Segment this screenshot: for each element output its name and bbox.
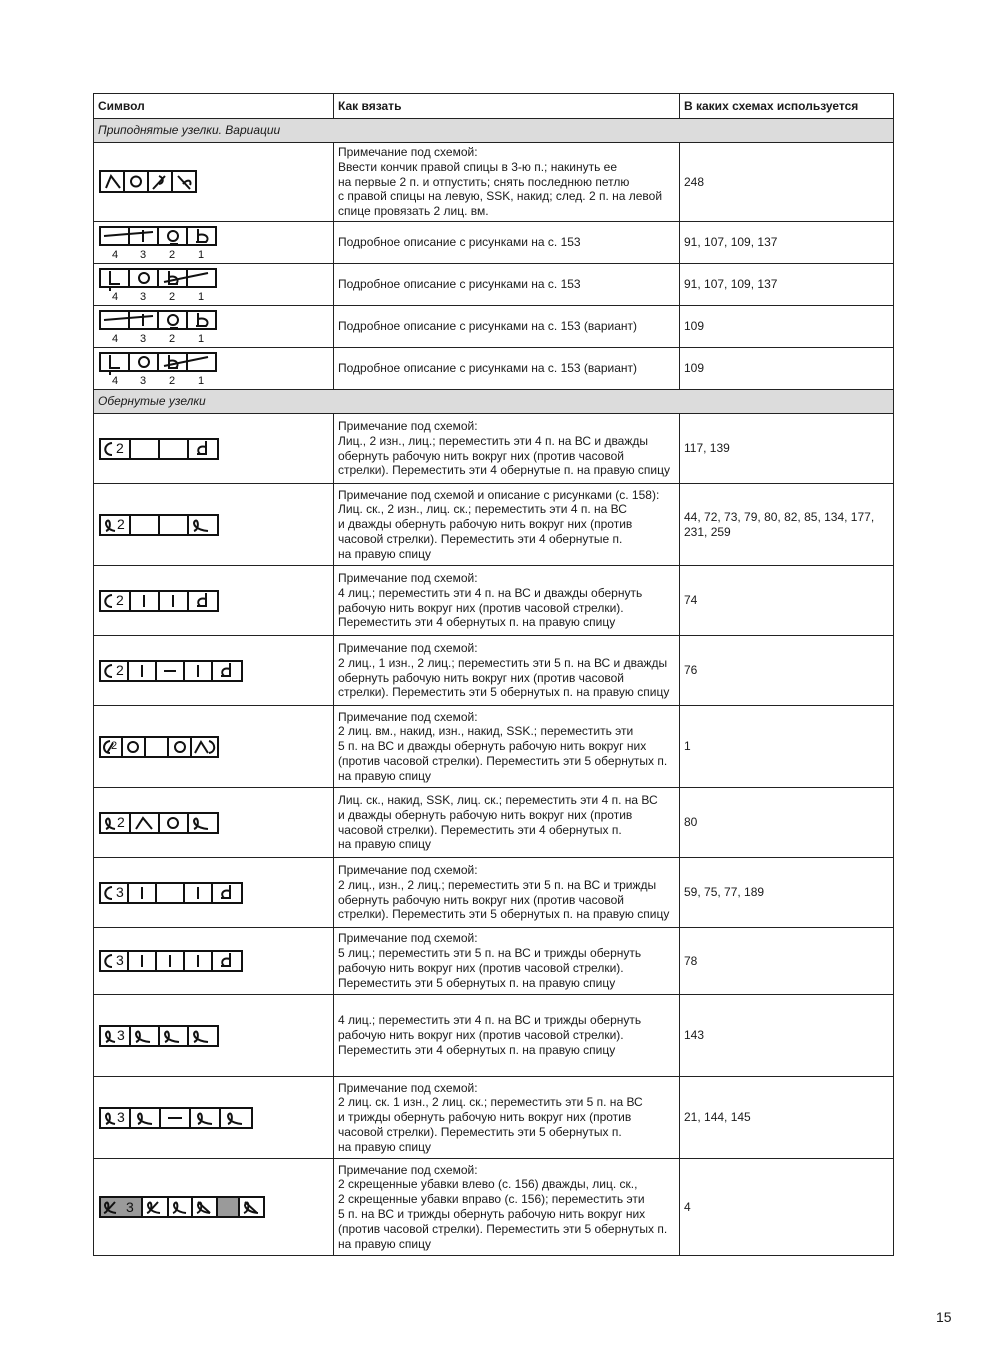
table-row — [94, 348, 894, 390]
row-description: Примечание под схемой: 2 лиц. вм., накид, изн., накид, SSK.; переместить эти 5 п. на ВС и дважды обернуть рабочую нить вокруг них (против часовой стрелки). Переместить эти 5 обернутых п. на правую спицу — [334, 706, 680, 788]
row-used-in: 59, 75, 77, 189 — [680, 858, 894, 928]
wrap-count: 3 — [117, 1026, 125, 1043]
row-used-in: 76 — [680, 636, 894, 706]
stitch-number: 4 — [112, 374, 119, 387]
row-used-in: 248 — [680, 143, 894, 222]
chart-symbol — [94, 928, 334, 995]
row-used-in: 80 — [680, 788, 894, 858]
page-number: 15 — [936, 1309, 952, 1325]
table-row — [94, 858, 894, 928]
table-row — [94, 928, 894, 995]
row-description: Подробное описание с рисунками на с. 153 — [334, 264, 680, 306]
table-row — [94, 264, 894, 306]
knot-symbol-icon — [98, 267, 220, 303]
row-used-in: 74 — [680, 566, 894, 636]
wrapped-knot-symbol-icon — [98, 948, 246, 974]
row-used-in: 1 — [680, 706, 894, 788]
table-row — [94, 706, 894, 788]
chart-symbol — [94, 566, 334, 636]
wrapped-knot-symbol-icon — [98, 588, 222, 614]
row-description: Примечание под схемой: 5 лиц.; переместить эти 5 п. на ВС и трижды обернуть рабочую нить вокруг них (против часовой стрелки). Переместить эти 5 обернутых п. на правую спицу — [334, 928, 680, 995]
section-title: Обернутые узелки — [94, 390, 894, 414]
section-row — [94, 390, 894, 414]
row-description: Лиц. ск., накид, SSK, лиц. ск.; переместить эти 4 п. на ВС и дважды обернуть рабочую нить вокруг них (против часовой стрелки). Переместить эти 4 обернутых п. на правую спицу — [334, 788, 680, 858]
chart-symbol — [94, 636, 334, 706]
row-used-in: 91, 107, 109, 137 — [680, 264, 894, 306]
row-description: Примечание под схемой: 2 лиц., 1 изн., 2 лиц.; переместить эти 5 п. на ВС и дважды обернуть рабочую нить вокруг них (против часовой стрелки). Переместить эти 5 обернутых п. на правую спицу — [334, 636, 680, 706]
stitch-number: 1 — [198, 290, 205, 303]
stitch-number: 2 — [169, 332, 176, 345]
table-row — [94, 1159, 894, 1256]
header-used-in: В каких схемах используется — [680, 94, 894, 119]
wrapped-knot-symbol-icon — [98, 1105, 256, 1131]
wrap-count: 2 — [117, 515, 125, 532]
stitch-number: 4 — [112, 290, 119, 303]
wrap-count: 3 — [116, 883, 124, 900]
knot-symbol-icon — [98, 351, 220, 387]
row-used-in: 109 — [680, 348, 894, 390]
row-used-in: 78 — [680, 928, 894, 995]
table-row — [94, 566, 894, 636]
row-description: Подробное описание с рисунками на с. 153 (вариант) — [334, 306, 680, 348]
row-used-in: 44, 72, 73, 79, 80, 82, 85, 134, 177, 231, 259 — [680, 484, 894, 566]
table-row — [94, 414, 894, 484]
wrap-count: 3 — [126, 1199, 134, 1215]
chart-symbol — [94, 306, 334, 348]
stitch-number: 4 — [112, 332, 119, 345]
table-row — [94, 636, 894, 706]
stitch-number: 3 — [140, 374, 147, 387]
symbol-table — [93, 93, 894, 1256]
row-description: 4 лиц.; переместить эти 4 п. на ВС и трижды обернуть рабочую нить вокруг них (против часовой стрелки). Переместить эти 4 обернутых п. на правую спицу — [334, 995, 680, 1077]
wrap-count: 2 — [116, 661, 124, 678]
section-title: Приподнятые узелки. Вариации — [94, 119, 894, 143]
wrap-count: 2 — [117, 813, 125, 830]
row-used-in: 109 — [680, 306, 894, 348]
wrapped-knot-symbol-icon — [98, 810, 222, 836]
table-row — [94, 306, 894, 348]
header-how-to-knit: Как вязать — [334, 94, 680, 119]
stitch-number: 1 — [198, 332, 205, 345]
table-row — [94, 143, 894, 222]
knot-symbol-icon — [98, 225, 220, 261]
wrap-count: 2 — [116, 439, 124, 456]
wrap-count: 3 — [117, 1108, 125, 1125]
stitch-number: 3 — [140, 290, 147, 303]
table-row — [94, 222, 894, 264]
stitch-number: 4 — [112, 248, 119, 261]
row-description: Подробное описание с рисунками на с. 153 (вариант) — [334, 348, 680, 390]
chart-symbol — [94, 706, 334, 788]
stitch-number: 3 — [140, 248, 147, 261]
section-row — [94, 119, 894, 143]
row-description: Примечание под схемой: 2 лиц., изн., 2 лиц.; переместить эти 5 п. на ВС и трижды обернуть рабочую нить вокруг них (против часовой стрелки). Переместить эти 5 обернутых п. на правую спицу — [334, 858, 680, 928]
table-row — [94, 1077, 894, 1159]
header-symbol: Символ — [94, 94, 334, 119]
stitch-number: 2 — [169, 248, 176, 261]
chart-symbol — [94, 264, 334, 306]
row-description: Примечание под схемой: 2 скрещенные убавки влево (с. 156) дважды, лиц. ск., 2 скрещенные убавки вправо (с. 156); переместить эти 5 п. на ВС и трижды обернуть рабочую нить вокруг них (против часовой стрелки). Переместить эти 5 обернутых п. на правую спицу — [334, 1159, 680, 1256]
row-used-in: 91, 107, 109, 137 — [680, 222, 894, 264]
stitch-number: 2 — [169, 290, 176, 303]
stitch-number: 1 — [198, 374, 205, 387]
wrapped-knot-symbol-icon — [98, 734, 222, 760]
stitch-number: 3 — [140, 332, 147, 345]
wrapped-knot-symbol-icon — [98, 436, 222, 462]
wrapped-knot-symbol-icon — [98, 512, 222, 538]
row-used-in: 117, 139 — [680, 414, 894, 484]
row-used-in: 4 — [680, 1159, 894, 1256]
chart-symbol — [94, 348, 334, 390]
chart-symbol — [94, 1159, 334, 1256]
table-row — [94, 484, 894, 566]
chart-symbol — [94, 484, 334, 566]
wrapped-knot-symbol-icon — [98, 1023, 222, 1049]
knot-symbol-icon — [98, 309, 220, 345]
row-description: Примечание под схемой: 4 лиц.; переместить эти 4 п. на ВС и дважды обернуть рабочую нить вокруг них (против часовой стрелки). Переместить эти 4 обернутых п. на правую спицу — [334, 566, 680, 636]
wrapped-knot-symbol-icon — [98, 1194, 266, 1220]
wrapped-knot-symbol-icon — [98, 880, 246, 906]
chart-symbol — [94, 858, 334, 928]
chart-symbol — [94, 143, 334, 222]
row-used-in: 143 — [680, 995, 894, 1077]
table-header — [94, 94, 894, 119]
knot-symbol-icon — [98, 167, 198, 197]
row-description: Примечание под схемой и описание с рисунками (с. 158): Лиц. ск., 2 изн., лиц. ск.; переместить эти 4 п. на ВС и дважды обернуть рабочую нить вокруг них (против часовой стрелки). Переместить эти 4 обернутые п. на правую спицу — [334, 484, 680, 566]
wrap-count: 2 — [116, 591, 124, 608]
wrap-count: 2 — [111, 739, 118, 752]
row-description: Примечание под схемой: Ввести кончик правой спицы в 3-ю п.; накинуть ее на первые 2 п. и отпустить; снять последнюю петлю с правой спицы на левую, SSK, накид; след. 2 п. на левой спице провязать 2 лиц. вм. — [334, 143, 680, 222]
row-description: Примечание под схемой: Лиц., 2 изн., лиц.; переместить эти 4 п. на ВС и дважды обернуть рабочую нить вокруг них (против часовой стрелки). Переместить эти 4 обернутые п. на правую спицу — [334, 414, 680, 484]
chart-symbol — [94, 1077, 334, 1159]
row-used-in: 21, 144, 145 — [680, 1077, 894, 1159]
chart-symbol — [94, 995, 334, 1077]
table-row — [94, 995, 894, 1077]
row-description: Примечание под схемой: 2 лиц. ск. 1 изн., 2 лиц. ск.; переместить эти 5 п. на ВС и трижды обернуть рабочую нить вокруг них (против часовой стрелки). Переместить эти 5 обернутых п. на правую спицу — [334, 1077, 680, 1159]
chart-symbol — [94, 414, 334, 484]
table-row — [94, 788, 894, 858]
chart-symbol — [94, 788, 334, 858]
wrapped-knot-symbol-icon — [98, 658, 246, 684]
row-description: Подробное описание с рисунками на с. 153 — [334, 222, 680, 264]
stitch-number: 1 — [198, 248, 205, 261]
stitch-number: 2 — [169, 374, 176, 387]
wrap-count: 3 — [116, 952, 124, 968]
chart-symbol — [94, 222, 334, 264]
